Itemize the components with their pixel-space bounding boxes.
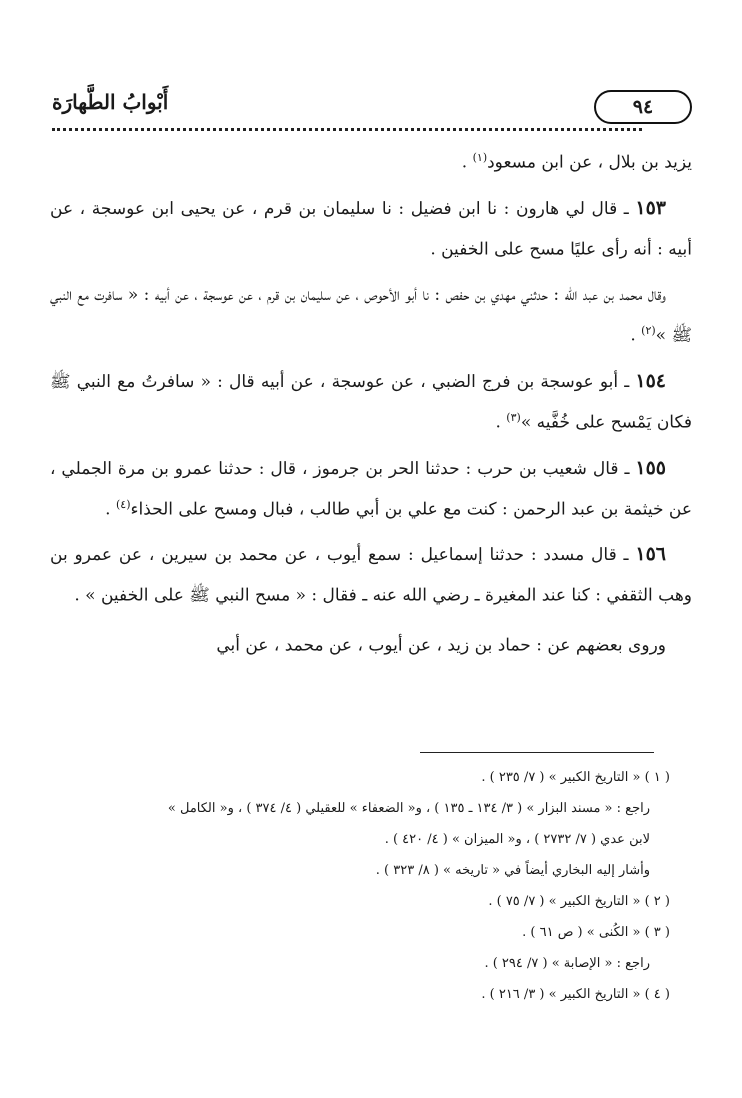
footnote-line: ( ٣ ) « الكُنى » ( ص ٦١ ) . <box>522 925 670 940</box>
page-header <box>52 86 692 132</box>
paragraph-text: وقال محمد بن عبد الله : حدثني مهدي بن حفص : نا أبو الأحوص ، عن سليمان بن قرم ، عن عوسجة ، عن أبيه : « سافرت مع النبي ﷺ » <box>50 285 692 346</box>
body-text <box>50 140 692 673</box>
footnote-ref: (٣) <box>506 410 521 424</box>
paragraph-end: . <box>105 499 116 520</box>
footnote-line: راجع : « الإصابة » ( ٧/ ٢٩٤ ) . <box>484 956 650 971</box>
paragraph-end: . <box>461 152 473 173</box>
footnote-line: ( ٤ ) « التاريخ الكبير » ( ٣/ ٢١٦ ) . <box>481 987 670 1002</box>
hadith-number: ١٥٤ <box>635 369 666 392</box>
footnotes <box>50 762 670 1010</box>
hadith-number: ١٥٦ <box>635 543 666 566</box>
paragraph-text: ـ قال شعيب بن حرب : حدثنا الحر بن جرموز ، قال : حدثنا عمرو بن مرة الجملي ، عن خيثمة بن عبد الرحمن : كنت مع علي بن أبي طالب ، فبال ومسح على الحذاء <box>50 458 692 520</box>
paragraph <box>50 140 692 181</box>
paragraph <box>50 276 692 354</box>
paragraph <box>50 190 692 268</box>
footnote-line: ( ١ ) « التاريخ الكبير » ( ٧/ ٢٣٥ ) . <box>481 770 670 785</box>
paragraph-text: ـ قال مسدد : حدثنا إسماعيل : سمع أيوب ، عن محمد بن سيرين ، عن عمرو بن وهب الثقفي : كنا عند المغيرة ـ رضي الله عنه ـ فقال : « مسح النبي ﷺ على الخفين » . <box>50 545 692 606</box>
footnote-ref: (٤) <box>115 497 131 511</box>
page-number: ٩٤ <box>632 96 654 118</box>
paragraph <box>50 536 692 614</box>
paragraph <box>50 623 692 664</box>
paragraph-text: وروى بعضهم عن : حماد بن زيد ، عن أيوب ، عن محمد ، عن أبي <box>216 635 666 656</box>
hadith-number: ١٥٥ <box>635 456 666 479</box>
paragraph-text: يزيد بن بلال ، عن ابن مسعود <box>487 152 692 173</box>
footnote-ref: (٢) <box>641 324 656 338</box>
footnote-ref: (١) <box>472 151 488 164</box>
chapter-title: أَبْوابُ الطَّهارَة <box>52 90 169 114</box>
hadith-number: ١٥٣ <box>635 196 666 219</box>
paragraph-text: ـ قال لي هارون : نا ابن فضيل : نا سليمان بن قرم ، عن يحيى ابن عوسجة ، عن أبيه : أنه رأى عليًا مسح على الخفين . <box>50 198 692 260</box>
paragraph <box>50 450 692 528</box>
paragraph-text: ـ أبو عوسجة بن فرج الضبي ، عن عوسجة ، عن أبيه قال : « سافرتُ مع النبي ﷺ فكان يَمْسح على خُفَّيه » <box>50 371 692 433</box>
page-number-badge <box>594 90 692 124</box>
footnote-divider <box>420 752 654 753</box>
footnote-line: وأشار إليه البخاري أيضاً في « تاريخه » ( ٨/ ٣٢٣ ) . <box>375 863 650 878</box>
footnote-line: ( ٢ ) « التاريخ الكبير » ( ٧/ ٧٥ ) . <box>488 894 670 909</box>
footnote-line: راجع : « مسند البزار » ( ٣/ ١٣٤ ـ ١٣٥ ) ، و« الضعفاء » للعقيلي ( ٤/ ٣٧٤ ) ، و« الكامل » <box>167 801 650 816</box>
paragraph-end: . <box>495 412 507 433</box>
footnote-line: لابن عدي ( ٧/ ٢٧٣٢ ) ، و« الميزان » ( ٤/ ٤٢٠ ) . <box>384 832 650 847</box>
header-divider <box>52 128 642 131</box>
paragraph-end: . <box>630 325 642 346</box>
paragraph <box>50 363 692 441</box>
